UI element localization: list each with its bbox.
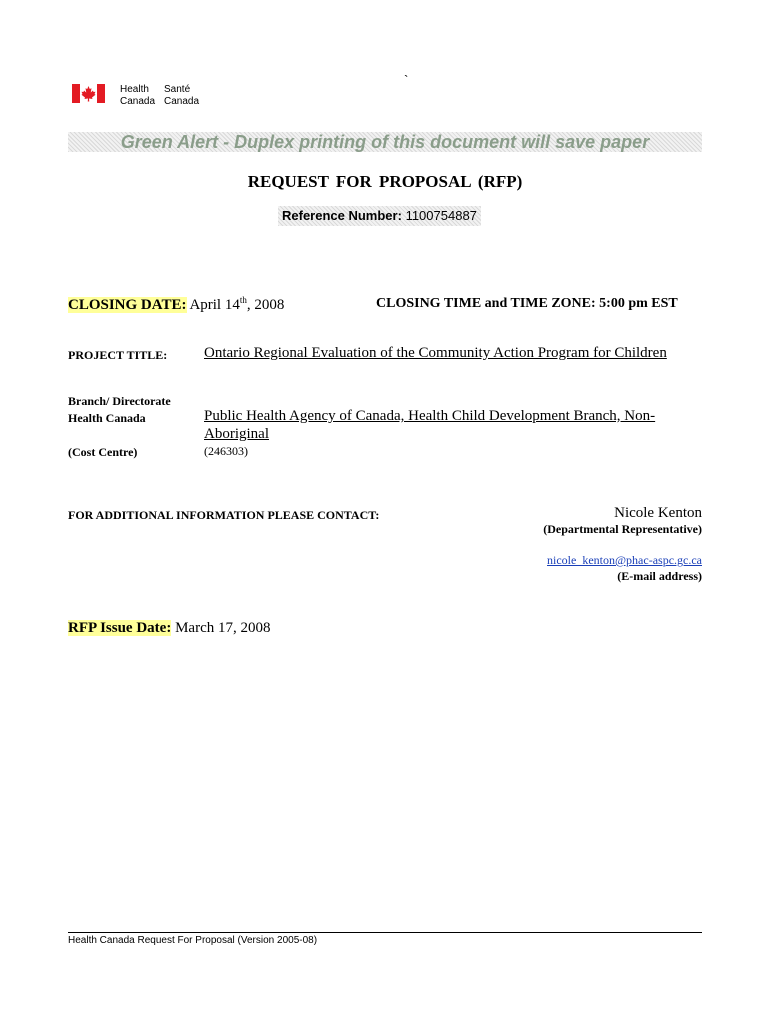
- contact-email-label: (E-mail address): [617, 569, 702, 583]
- branch-label-line1: Branch/ Directorate: [68, 394, 171, 408]
- reference-number-box: [278, 206, 481, 226]
- green-alert-text: Green Alert - Duplex printing of this document will save paper: [120, 132, 650, 152]
- closing-date-value: April 14th, 2008: [189, 295, 285, 313]
- rfp-issue-date-value: March 17, 2008: [175, 620, 271, 636]
- agency-name-en-line2: Canada: [120, 96, 156, 107]
- contact-role: (Departmental Representative): [543, 522, 702, 536]
- green-alert-banner: [68, 132, 702, 152]
- cost-centre-value: (246303): [204, 444, 248, 458]
- rfp-issue-date: [68, 620, 270, 637]
- closing-date-label: CLOSING DATE:: [68, 297, 187, 313]
- project-title-value: Ontario Regional Evaluation of the Community Action Program for Children: [204, 345, 667, 361]
- canada-flag-icon: [72, 84, 105, 103]
- branch-name-line2: Aboriginal: [204, 426, 269, 442]
- reference-number-value: 1100754887: [405, 208, 477, 223]
- agency-name-fr-line2: Canada: [164, 96, 200, 107]
- cost-centre-label: (Cost Centre): [68, 445, 138, 459]
- closing-time: CLOSING TIME and TIME ZONE: 5:00 pm EST: [376, 296, 678, 311]
- stray-tick-mark: `: [404, 72, 409, 87]
- branch-name-line1: Public Health Agency of Canada, Health Child Development Branch, Non-: [204, 408, 656, 424]
- agency-name-fr-line1: Santé: [164, 84, 191, 95]
- agency-name-en-line1: Health: [120, 84, 149, 95]
- branch-label-line2: Health Canada: [68, 411, 146, 425]
- document-title: REQUEST FOR PROPOSAL (RFP): [247, 172, 523, 191]
- reference-number-label: Reference Number:: [282, 208, 402, 223]
- project-title-label: PROJECT TITLE:: [68, 348, 168, 362]
- contact-label: FOR ADDITIONAL INFORMATION PLEASE CONTACT:: [68, 508, 380, 522]
- closing-date: [68, 295, 284, 314]
- contact-email-link[interactable]: nicole_kenton@phac-aspc.gc.ca: [547, 553, 702, 567]
- footer-text: Health Canada Request For Proposal (Version 2005-08): [68, 935, 318, 946]
- rfp-issue-date-label: RFP Issue Date:: [68, 620, 172, 636]
- contact-name: Nicole Kenton: [614, 505, 702, 521]
- footer-divider: [68, 932, 702, 933]
